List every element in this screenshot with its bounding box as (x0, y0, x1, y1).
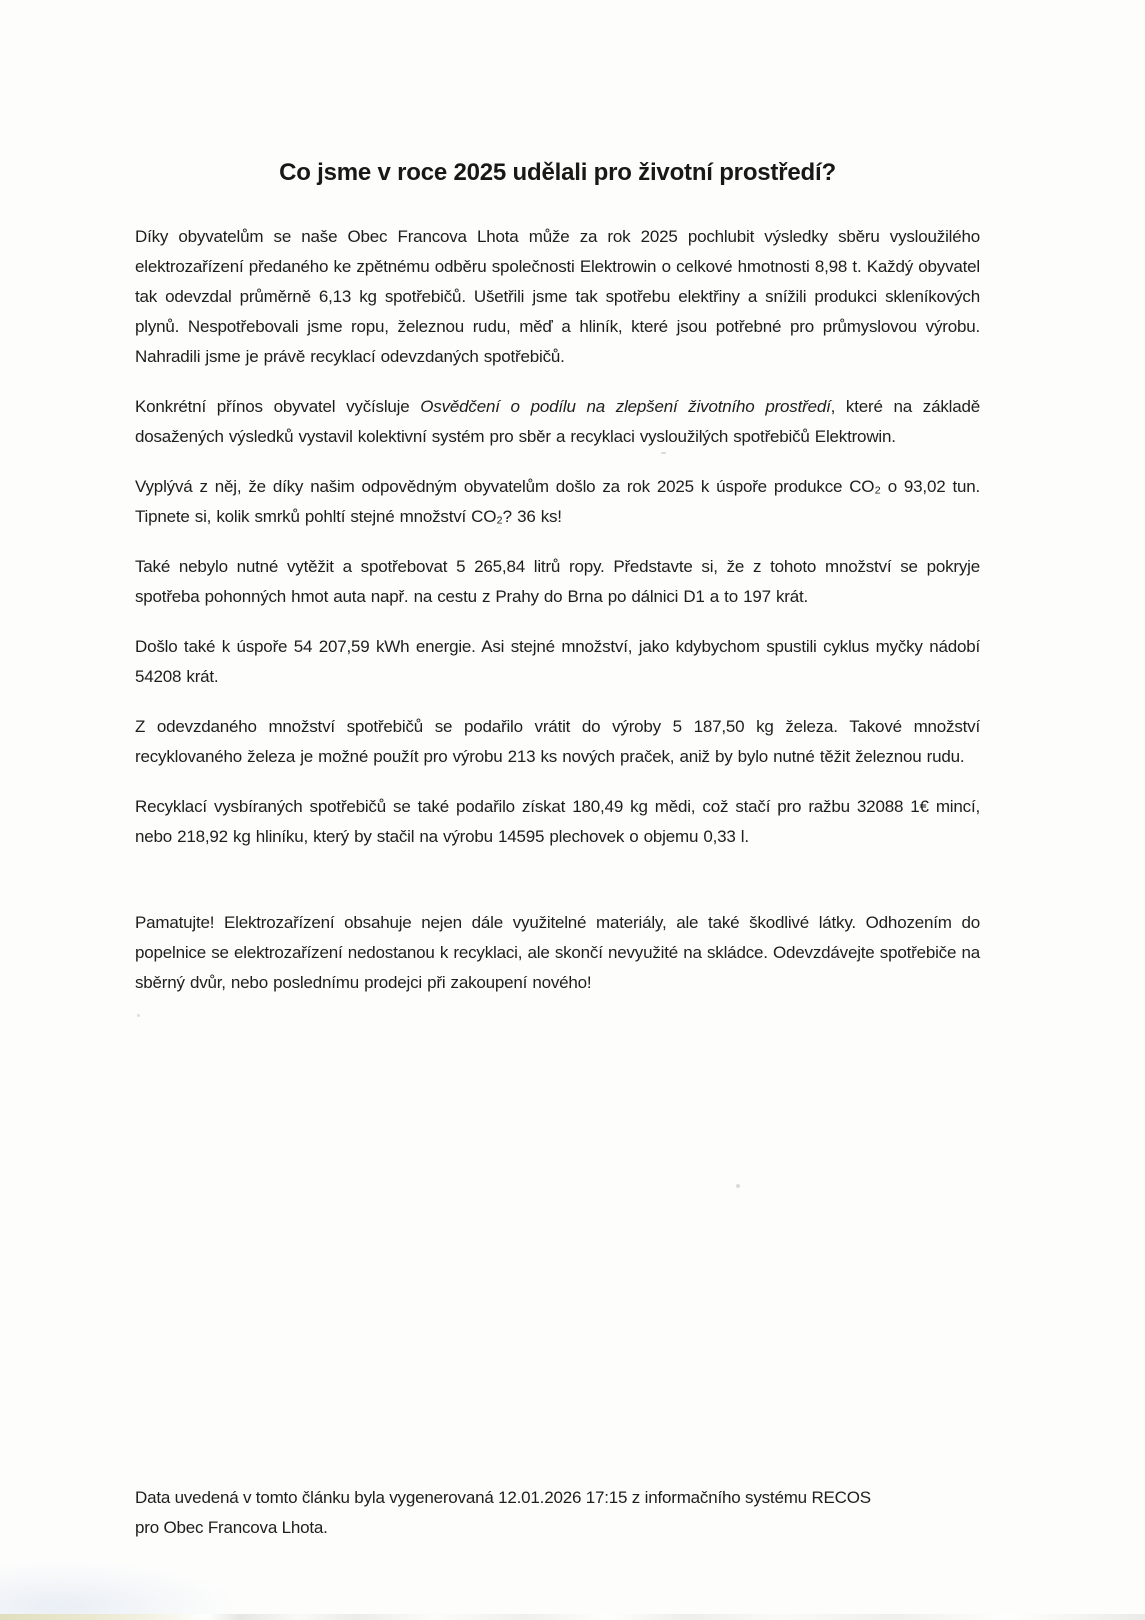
paragraph-intro: Díky obyvatelům se naše Obec Francova Lhota může za rok 2025 pochlubit výsledky sběru vysloužilého elektrozařízení předaného ke zpětnému odběru společnosti Elektrowin o celkové hmotnosti 8,98 t. Každý obyvatel tak odevzdal průměrně 6,13 kg spotřebičů. Ušetřili jsme tak spotřebu elektřiny a snížili produkci skleníkových plynů. Nespotřebovali jsme ropu, železnou rudu, měď a hliník, které jsou potřebné pro průmyslovou výrobu. Nahradili jsme je právě recyklací odevzdaných spotřebičů. (135, 227, 980, 366)
scan-smudge-artifact (0, 1560, 240, 1615)
scan-bottom-edge-artifact (0, 1614, 1145, 1620)
footer-generated-note (135, 1483, 980, 1543)
paragraph-copper-aluminium: Recyklací vysbíraných spotřebičů se také podařilo získat 180,49 kg mědi, což stačí pro ražbu 32088 1€ mincí, nebo 218,92 kg hliníku, který by stačil na výrobu 14595 plechovek o objemu 0,33 l. (135, 797, 980, 846)
footer-note-line2: pro Obec Francova Lhota. (135, 1518, 328, 1537)
certificate-text-pre: Konkrétní přínos obyvatel vyčísluje (135, 397, 421, 416)
paragraph-reminder: Pamatujte! Elektrozařízení obsahuje nejen dále využitelné materiály, ale také škodlivé látky. Odhozením do popelnice se elektrozařízení nedostanou k recyklaci, ale skončí nevyužité na skládce. Odevzdávejte spotřebiče na sběrný dvůr, nebo poslednímu prodejci při zakoupení nového! (135, 913, 980, 992)
paragraph-iron-recovery: Z odevzdaného množství spotřebičů se podařilo vrátit do výroby 5 187,50 kg železa. Takové množství recyklovaného železa je možné použít pro výrobu 213 ks nových praček, aniž by bylo nutné těžit železnou rudu. (135, 717, 980, 766)
scan-speck (661, 452, 666, 454)
scan-speck (736, 1184, 740, 1188)
paragraph-energy-savings: Došlo také k úspoře 54 207,59 kWh energie. Asi stejné množství, jako kdybychom spustili cyklus myčky nádobí 54208 krát. (135, 637, 980, 686)
paragraph-certificate (135, 392, 980, 452)
paragraph-co2-savings: Vyplývá z něj, že díky našim odpovědným obyvatelům došlo za rok 2025 k úspoře produkce CO₂ o 93,02 tun. Tipnete si, kolik smrků pohltí stejné množství CO₂? 36 ks! (135, 477, 980, 526)
footer-note-line1: Data uvedená v tomto článku byla vygenerovaná 12.01.2026 17:15 z informačního systému RECOS (135, 1488, 871, 1507)
scan-speck (137, 1014, 140, 1017)
article-title: Co jsme v roce 2025 udělali pro životní prostředí? (279, 159, 836, 186)
certificate-text-post: , které na základě dosažených výsledků vystavil kolektivní systém pro sběr a recyklaci vysloužilých spotřebičů Elektrowin. (135, 397, 980, 446)
paragraph-oil-savings: Také nebylo nutné vytěžit a spotřebovat 5 265,84 litrů ropy. Představte si, že z tohoto množství se pokryje spotřeba pohonných hmot auta např. na cestu z Prahy do Brna po dálnici D1 a to 197 krát. (135, 557, 980, 606)
certificate-document-name: Osvědčení o podílu na zlepšení životního prostředí (420, 397, 831, 416)
